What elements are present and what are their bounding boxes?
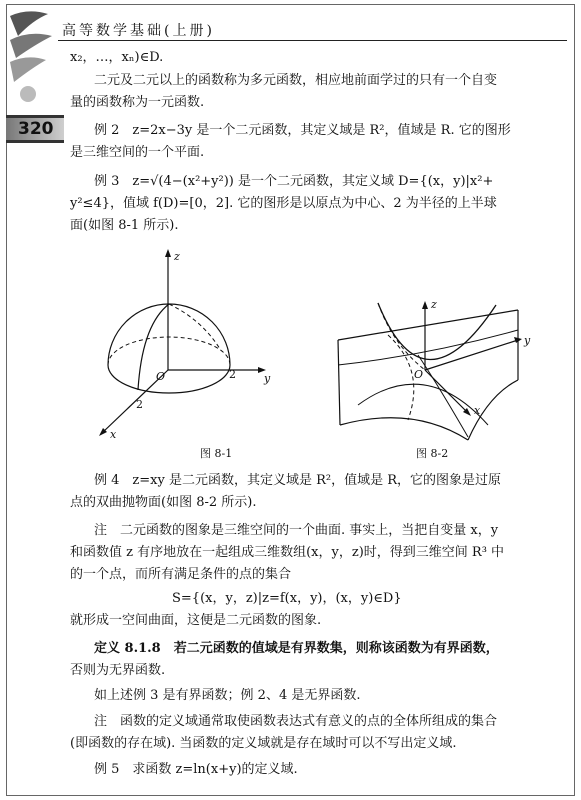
fig2-z-label: z — [431, 298, 437, 311]
figure-8-2-caption: 图 8-2 — [416, 447, 449, 460]
page-number-tab — [6, 115, 64, 143]
figure-8-2-saddle — [318, 285, 531, 445]
fig1-origin-label: O — [156, 370, 166, 383]
note-line: 注 二元函数的图象是三维空间的一个曲面. 事实上，当把自变量 x，y — [94, 523, 499, 538]
fig1-y-label: y — [264, 372, 271, 385]
running-title: 高等数学基础(上册) — [62, 23, 215, 39]
page-number: 320 — [18, 119, 54, 139]
fig2-origin-label: O — [414, 368, 424, 381]
fig1-radius-label-x: 2 — [136, 398, 143, 411]
text-line: 量的函数称为一元函数. — [70, 95, 205, 110]
text-line: 就形成一空间曲面，这便是二元函数的图象. — [70, 613, 322, 628]
note-line: 注 函数的定义域通常取使函数表达式有意义的点的全体所组成的集合 — [94, 714, 498, 729]
fig1-radius-label-y: 2 — [229, 368, 236, 381]
text-line: 点的双曲抛物面(如图 8-2 所示). — [70, 495, 257, 510]
text-line: 如上述例 3 是有界函数；例 2、4 是无界函数. — [94, 688, 361, 703]
figure-8-1-caption: 图 8-1 — [200, 447, 233, 460]
definition-8-1-8-line: 定义 8.1.8 若二元函数的值域是有界数集，则称该函数为有界函数， — [94, 641, 499, 656]
fig2-y-label: y — [524, 334, 531, 347]
example-2-line: 例 2 z=2x−3y 是一个二元函数，其定义域是 R²，值域是 R. 它的图形 — [94, 123, 511, 138]
text-line: 和函数值 z 有序地放在一起组成三维数组(x，y，z)时，得到三维空间 R³ 中 — [70, 545, 505, 560]
fig1-x-label: x — [110, 428, 117, 441]
example-5-line: 例 5 求函数 z=ln(x+y)的定义域. — [94, 762, 298, 777]
decorative-corner-art — [8, 6, 68, 106]
text-line: y²≤4}，值域 f(D)=[0，2]. 它的图形是以原点为中心、2 为半径的上半球 — [70, 196, 497, 211]
example-3-line: 例 3 z=√(4−(x²+y²)) 是一个二元函数，其定义域 D={(x，y)|x²+ — [94, 174, 494, 189]
fig2-x-label: x — [474, 404, 481, 417]
text-line: 是三维空间的一个平面. — [70, 145, 205, 160]
set-formula: S={(x，y，z)|z=f(x，y)，(x，y)∈D} — [172, 591, 402, 606]
text-line: x₂，…，xₙ)∈D. — [70, 50, 164, 65]
text-line: 面(如图 8-1 所示). — [70, 218, 179, 233]
header-rule — [58, 40, 567, 41]
text-line: 二元及二元以上的函数称为多元函数，相应地前面学过的只有一个自变 — [94, 73, 498, 88]
figure-8-1-hemisphere — [92, 245, 282, 445]
fig1-z-label: z — [174, 250, 180, 263]
example-4-line: 例 4 z=xy 是二元函数，其定义域是 R²，值域是 R，它的图象是过原 — [94, 473, 502, 488]
text-line: 否则为无界函数. — [70, 663, 166, 678]
text-line: (即函数的存在域). 当函数的定义域就是存在域时可以不写出定义域. — [70, 736, 457, 751]
text-line: 的一个点，而所有满足条件的点的集合 — [70, 567, 292, 582]
